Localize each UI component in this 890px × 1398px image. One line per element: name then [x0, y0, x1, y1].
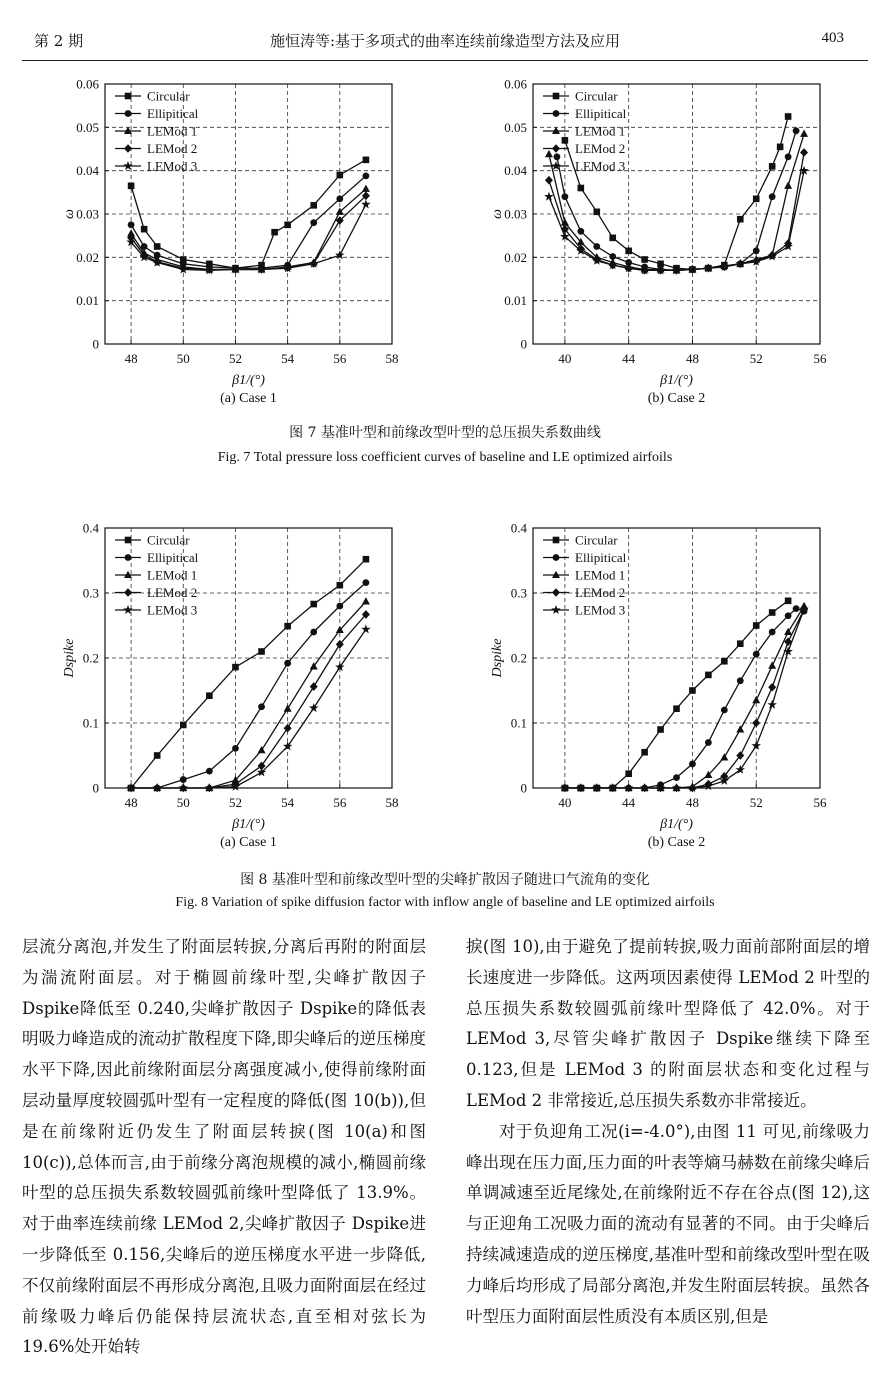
data-point [593, 243, 600, 250]
data-point [593, 209, 600, 216]
data-point [361, 200, 371, 209]
data-point [206, 692, 213, 699]
y-tick-label: 0.2 [82, 650, 99, 666]
header-rule [22, 60, 868, 61]
data-point [258, 746, 266, 753]
y-tick-label: 0.1 [510, 715, 527, 731]
y-tick-label: 0.05 [76, 119, 99, 135]
data-point [284, 660, 291, 667]
data-point [363, 556, 370, 563]
y-tick-label: 0 [520, 336, 527, 352]
legend-label: LEMod 1 [575, 123, 626, 139]
data-point [363, 157, 370, 164]
data-point [785, 598, 792, 605]
legend-label: LEMod 3 [147, 158, 198, 174]
series-lemod-1 [127, 185, 370, 273]
chart-subtitle: (a) Case 1 [220, 835, 277, 850]
x-tick-label: 48 [685, 795, 699, 810]
data-point [705, 739, 712, 746]
data-point [673, 774, 680, 781]
x-tick-label: 44 [622, 795, 636, 810]
legend [543, 533, 627, 618]
series-ellipitical [128, 172, 370, 271]
data-point [336, 195, 343, 202]
legend-label: Ellipitical [575, 106, 627, 121]
data-point [689, 761, 696, 768]
data-point [578, 185, 585, 192]
data-point [310, 682, 318, 691]
data-point [783, 647, 793, 656]
x-tick-label: 56 [333, 795, 347, 810]
chart-fig7a [60, 76, 430, 416]
data-point [258, 703, 265, 710]
y-tick-label: 0.02 [76, 249, 99, 265]
chart-fig8a [60, 520, 430, 860]
data-point [310, 219, 317, 226]
x-tick-label: 56 [813, 351, 827, 366]
data-point [737, 216, 744, 223]
legend-label: LEMod 1 [147, 567, 198, 583]
legend-marker [124, 144, 132, 153]
fig7-caption-cn: 图 7 基准叶型和前缘改型叶型的总压损失系数曲线 [289, 425, 601, 441]
chart-subtitle: (a) Case 1 [220, 391, 277, 406]
legend-marker [124, 588, 132, 597]
series-line [131, 176, 366, 268]
data-point [769, 609, 776, 616]
legend [115, 533, 199, 618]
data-point [767, 700, 777, 709]
data-point [154, 752, 161, 759]
y-tick-label: 0.3 [82, 585, 99, 601]
series-line [565, 609, 804, 788]
data-point [271, 229, 278, 236]
data-point [784, 628, 792, 635]
data-point [625, 770, 632, 777]
y-tick-label: 0.1 [82, 715, 99, 731]
x-axis-label: β1/(°) [660, 373, 693, 388]
chart-fig7b [488, 76, 858, 416]
data-point [720, 753, 728, 760]
legend-label: LEMod 3 [147, 602, 198, 618]
legend-label: Ellipitical [147, 550, 199, 565]
data-point [721, 707, 728, 714]
data-point [657, 726, 664, 733]
y-axis-label: Dspike [490, 638, 505, 678]
data-point [777, 144, 784, 151]
x-tick-label: 56 [813, 795, 827, 810]
data-point [721, 658, 728, 665]
y-tick-label: 0.03 [76, 206, 99, 222]
data-point [554, 153, 561, 160]
chart-subtitle: (b) Case 2 [647, 835, 706, 850]
fig7-caption-en: Fig. 7 Total pressure loss coefficient curves of baseline and LE optimized airfoils [217, 450, 673, 465]
data-point [284, 222, 291, 229]
y-tick-label: 0.02 [504, 249, 527, 265]
legend-marker [553, 554, 560, 561]
data-point [310, 629, 317, 636]
data-point [689, 687, 696, 694]
legend [543, 89, 627, 174]
body-right-column [466, 932, 870, 1332]
data-point [641, 256, 648, 263]
data-point [310, 601, 317, 608]
x-tick-label: 48 [124, 795, 138, 810]
x-axis-label: β1/(°) [660, 817, 693, 832]
data-point [737, 640, 744, 647]
series-lemod-1 [127, 597, 370, 791]
y-tick-label: 0.06 [504, 76, 527, 92]
legend-label: LEMod 2 [147, 141, 198, 156]
x-tick-label: 50 [176, 795, 190, 810]
data-point [180, 776, 187, 783]
x-tick-label: 56 [333, 351, 347, 366]
data-point [232, 664, 239, 671]
legend-marker [551, 605, 561, 614]
data-point [284, 704, 292, 711]
data-point [363, 579, 370, 586]
data-point [362, 185, 370, 192]
legend-label: LEMod 1 [575, 567, 626, 583]
x-axis-label: β1/(°) [232, 817, 265, 832]
legend-label: Ellipitical [575, 550, 627, 565]
series-circular [562, 598, 792, 792]
legend-marker [125, 554, 132, 561]
fig8-caption-en: Fig. 8 Variation of spike diffusion factor with inflow angle of baseline and LE optimized airfoils [175, 895, 715, 910]
y-tick-label: 0.04 [76, 163, 99, 179]
data-point [577, 228, 584, 235]
legend-marker [553, 537, 560, 544]
series-ellipitical [561, 602, 807, 791]
legend-label: LEMod 3 [575, 158, 626, 174]
x-tick-label: 40 [558, 795, 572, 810]
data-point [769, 193, 776, 200]
data-point [752, 696, 760, 703]
legend [115, 89, 199, 174]
data-point [545, 150, 553, 157]
y-tick-label: 0.05 [504, 119, 527, 135]
data-point [335, 250, 345, 259]
legend-marker [552, 144, 560, 153]
data-point [673, 705, 680, 712]
data-point [785, 612, 792, 619]
y-tick-label: 0.06 [76, 76, 99, 92]
data-point [753, 247, 760, 254]
x-tick-label: 48 [685, 351, 699, 366]
data-point [752, 719, 760, 728]
legend-label: LEMod 2 [575, 141, 626, 156]
legend-label: LEMod 2 [575, 585, 626, 600]
data-point [641, 749, 648, 756]
data-point [625, 248, 632, 255]
data-point [793, 127, 800, 134]
series-line [565, 601, 788, 788]
data-point [361, 624, 371, 633]
data-point [128, 221, 135, 228]
legend-label: Circular [575, 88, 618, 104]
data-point [785, 153, 792, 160]
legend-marker [553, 110, 560, 117]
y-axis-label: ω [490, 209, 505, 219]
y-tick-label: 0 [92, 336, 99, 352]
data-point [180, 722, 187, 729]
legend-marker [125, 110, 132, 117]
legend-label: LEMod 2 [147, 585, 198, 600]
y-tick-label: 0.01 [76, 293, 99, 309]
legend-label: LEMod 3 [575, 602, 626, 618]
data-point [737, 677, 744, 684]
legend-label: Circular [147, 88, 190, 104]
series-lemod-3 [544, 166, 809, 275]
data-point [609, 235, 616, 242]
data-point [784, 182, 792, 189]
legend-label: LEMod 1 [147, 123, 198, 139]
x-tick-label: 52 [749, 795, 763, 810]
data-point [363, 172, 370, 179]
data-point [310, 202, 317, 209]
data-point [705, 672, 712, 679]
x-axis-label: β1/(°) [232, 373, 265, 388]
legend-marker [552, 588, 560, 597]
data-point [753, 196, 760, 203]
series-line [131, 629, 366, 788]
series-lemod-3 [126, 624, 370, 792]
legend-label: Ellipitical [147, 106, 199, 121]
data-point [309, 703, 319, 712]
y-tick-label: 0.03 [504, 206, 527, 222]
x-tick-label: 58 [385, 795, 399, 810]
x-tick-label: 44 [622, 351, 636, 366]
body-left-column [22, 932, 426, 1363]
legend-label: Circular [575, 532, 618, 548]
x-tick-label: 54 [281, 351, 295, 366]
y-axis-label: Dspike [62, 638, 77, 678]
legend-marker [125, 537, 132, 544]
data-point [793, 605, 800, 612]
x-tick-label: 58 [385, 351, 399, 366]
data-point [336, 603, 343, 610]
data-point [128, 183, 135, 190]
data-point [337, 582, 344, 589]
data-point [154, 243, 161, 250]
legend-marker [125, 93, 132, 100]
data-point [736, 725, 744, 732]
series-line [131, 602, 366, 789]
data-point [337, 172, 344, 179]
data-point [362, 597, 370, 604]
data-point [141, 226, 148, 233]
y-tick-label: 0.01 [504, 293, 527, 309]
page-number: 403 [821, 30, 844, 46]
data-point [768, 662, 776, 669]
data-point [769, 163, 776, 170]
y-tick-label: 0 [92, 780, 99, 796]
legend-marker [552, 571, 560, 578]
data-point [769, 629, 776, 636]
x-tick-label: 52 [228, 795, 242, 810]
series-line [131, 615, 366, 789]
x-tick-label: 50 [176, 351, 190, 366]
chart-subtitle: (b) Case 2 [647, 391, 706, 406]
data-point [232, 745, 239, 752]
data-point [561, 193, 568, 200]
data-point [768, 683, 776, 692]
data-point [206, 768, 213, 775]
fig8-caption-cn: 图 8 基准叶型和前缘改型叶型的尖峰扩散因子随进口气流角的变化 [240, 872, 650, 888]
x-tick-label: 54 [281, 795, 295, 810]
legend-label: Circular [147, 532, 190, 548]
x-tick-label: 52 [749, 351, 763, 366]
body-paragraph: 层流分离泡,并发生了附面层转捩,分离后再附的附面层为湍流附面层。对于椭圆前缘叶型,尖峰扩散因子 Dspike降低至 0.240,尖峰扩散因子 Dspike的降低表明吸力峰造成的流动扩散程度下降,即尖峰后的逆压梯度水平下降,因此前缘附面层分离强度减小,使得前缘附面层动量厚度较圆弧叶型有一定程度的降低(图 10(b)),但是在前缘附近仍发生了附面层转捩(图 10(a)和图 10(c)),总体而言,由于前缘分离泡规模的减小,椭圆前缘叶型的总压损失系数较圆弧前缘叶型降低了 13.9%。对于曲率连续前缘 LEMod 2,尖峰扩散因子 Dspike进一步降低至 0.156,尖峰后的逆压梯度水平进一步降低,不仅前缘附面层不再形成分离泡,且吸力面附面层在经过前缘吸力峰后仍能保持层流状态,直至相对弦长为 19.6%处开始转 [22, 937, 426, 1357]
y-tick-label: 0.4 [82, 520, 99, 536]
y-tick-label: 0.04 [504, 163, 527, 179]
y-tick-label: 0.3 [510, 585, 527, 601]
body-paragraph: 捩(图 10),由于避免了提前转捩,吸力面前部附面层的增长速度进一步降低。这两项因素使得 LEMod 2 叶型的总压损失系数较圆弧前缘叶型降低了 42.0%。对于 LEMod 3,尽管尖峰扩散因子 Dspike继续下降至 0.123,但是 LEMod 3 的附面层状态和变化过程与 LEMod 2 非常接近,总压损失系数亦非常接近。 [466, 937, 870, 1110]
data-point [800, 148, 808, 157]
y-axis-label: ω [62, 209, 77, 219]
data-point [545, 176, 553, 185]
data-point [800, 130, 808, 137]
chart-fig8b [488, 520, 858, 860]
x-tick-label: 52 [228, 351, 242, 366]
x-tick-label: 40 [558, 351, 572, 366]
body-paragraph: 对于负迎角工况(i=-4.0°),由图 11 可见,前缘吸力峰出现在压力面,压力面的叶表等熵马赫数在前缘尖峰后单调减速至近尾缘处,在前缘附近不存在谷点(图 12),这与正迎角工况吸力面的流动有显著的不同。由于尖峰后持续减速造成的逆压梯度,基准叶型和前缘改型叶型在吸力峰后均形成了局部分离泡,并发生附面层转捩。虽然各叶型压力面附面层性质没有本质区别,但是 [466, 1121, 870, 1326]
data-point [753, 651, 760, 658]
y-tick-label: 0.4 [510, 520, 527, 536]
y-tick-label: 0 [520, 780, 527, 796]
data-point [785, 113, 792, 120]
data-point [753, 622, 760, 629]
data-point [562, 137, 569, 144]
y-tick-label: 0.2 [510, 650, 527, 666]
data-point [544, 192, 554, 201]
running-title: 施恒涛等:基于多项式的曲率连续前缘造型方法及应用 [269, 32, 621, 50]
data-point [284, 623, 291, 630]
data-point [258, 648, 265, 655]
x-tick-label: 48 [124, 351, 138, 366]
journal-issue: 第 2 期 [34, 32, 84, 50]
legend-marker [553, 93, 560, 100]
